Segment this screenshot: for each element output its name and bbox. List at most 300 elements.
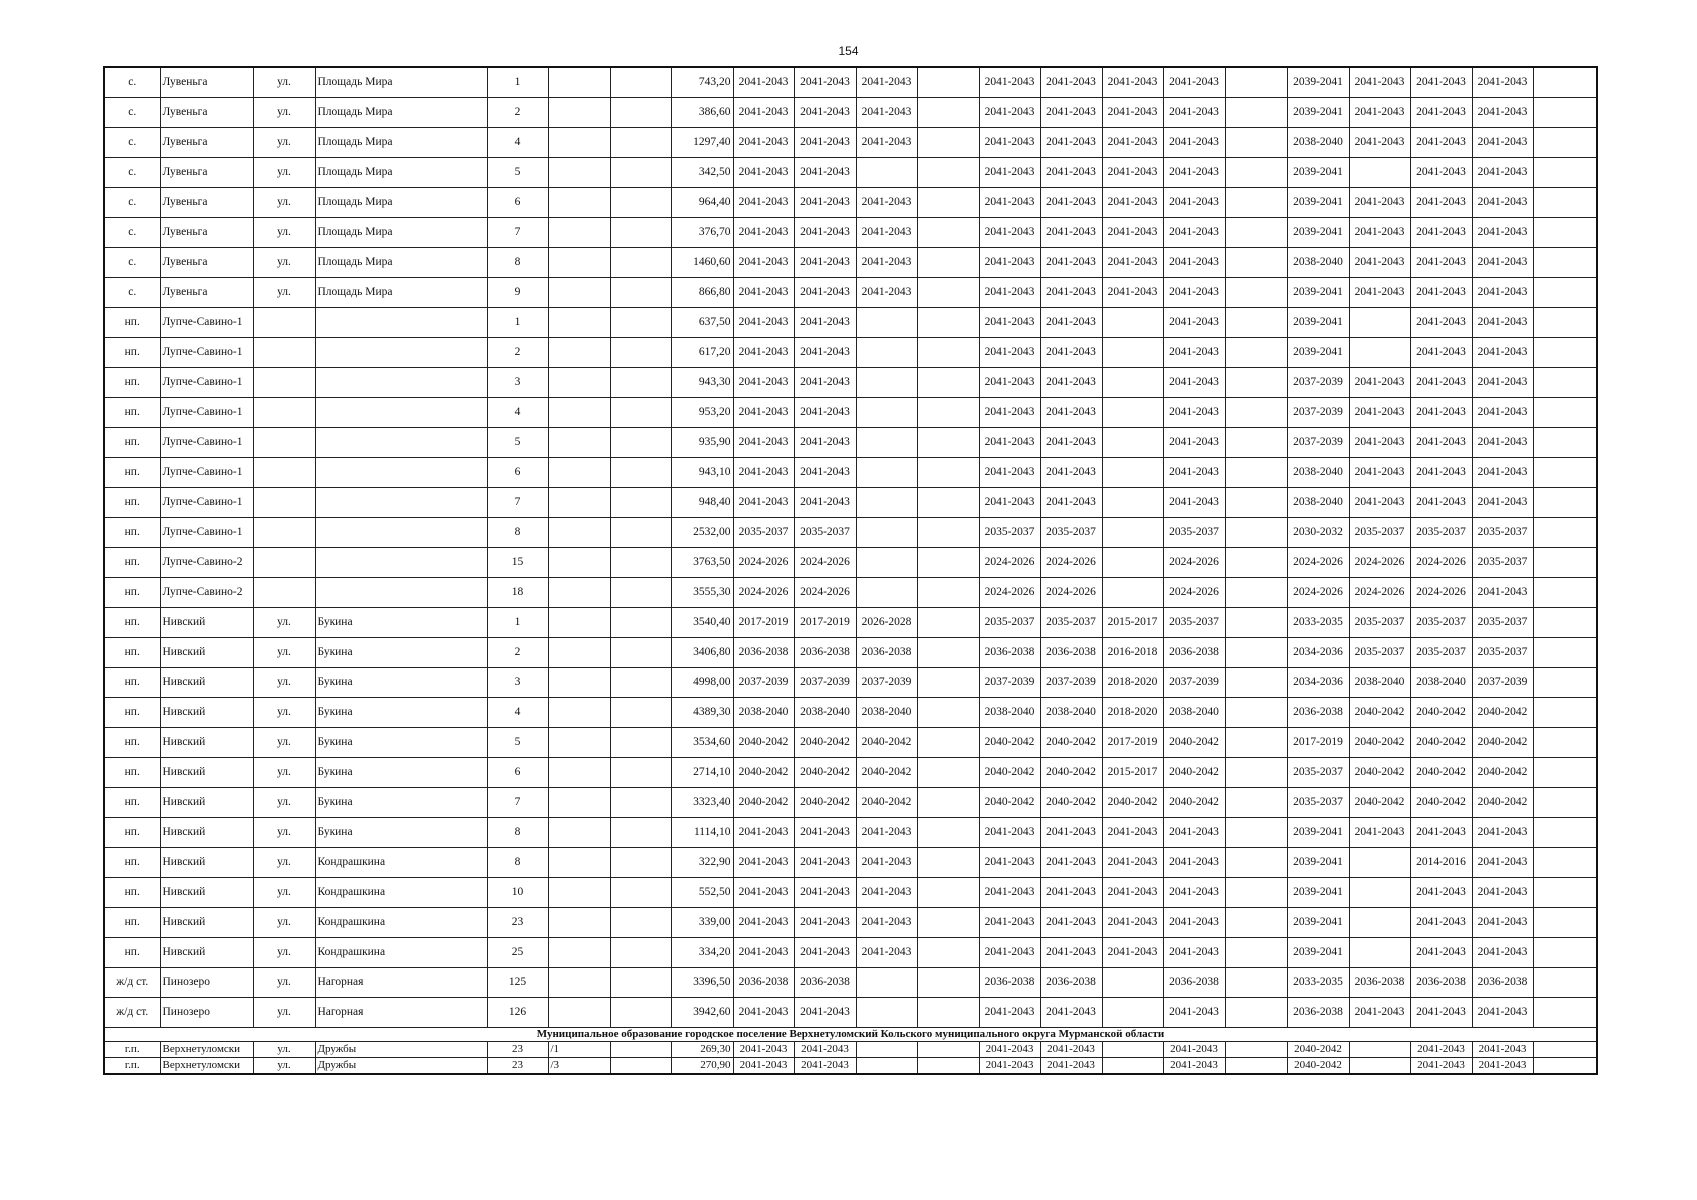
- cell-period-7: [1102, 428, 1163, 458]
- cell-building: [548, 878, 610, 908]
- cell-street: [315, 518, 487, 548]
- cell-period-13: 2041-2043: [1472, 67, 1533, 98]
- cell-period-7: 2041-2043: [1102, 818, 1163, 848]
- cell-period-13: 2041-2043: [1472, 188, 1533, 218]
- cell-period-14: [1533, 428, 1597, 458]
- cell-period-3: 2041-2043: [856, 818, 917, 848]
- cell-period-7: 2041-2043: [1102, 278, 1163, 308]
- cell-period-2: 2038-2040: [794, 698, 856, 728]
- cell-period-6: 2041-2043: [1040, 908, 1102, 938]
- cell-locality: Нивский: [160, 758, 253, 788]
- cell-period-8: 2041-2043: [1163, 1042, 1225, 1058]
- cell-period-11: 2040-2042: [1349, 698, 1410, 728]
- table-row: [104, 128, 1597, 158]
- cell-period-14: [1533, 1058, 1597, 1075]
- cell-period-14: [1533, 98, 1597, 128]
- cell-building: [548, 398, 610, 428]
- cell-period-4: [917, 338, 979, 368]
- cell-locality: Нивский: [160, 878, 253, 908]
- cell-period-12: 2014-2016: [1410, 848, 1472, 878]
- cell-period-5: 2041-2043: [979, 308, 1040, 338]
- cell-street: [315, 428, 487, 458]
- cell-period-9: [1225, 98, 1287, 128]
- cell-period-10: 2039-2041: [1287, 158, 1349, 188]
- cell-area: 617,20: [671, 338, 733, 368]
- cell-house: 6: [487, 458, 548, 488]
- cell-locality: Лупче-Савино-1: [160, 398, 253, 428]
- cell-letter: [610, 608, 671, 638]
- cell-street-type: [253, 548, 315, 578]
- cell-period-5: 2036-2038: [979, 638, 1040, 668]
- cell-period-11: [1349, 158, 1410, 188]
- cell-period-14: [1533, 67, 1597, 98]
- cell-street: [315, 398, 487, 428]
- cell-period-11: 2040-2042: [1349, 788, 1410, 818]
- cell-period-11: [1349, 338, 1410, 368]
- cell-house: 23: [487, 908, 548, 938]
- cell-type: г.п.: [104, 1058, 160, 1075]
- cell-area: 3323,40: [671, 788, 733, 818]
- cell-building: [548, 338, 610, 368]
- cell-period-9: [1225, 698, 1287, 728]
- cell-period-8: 2041-2043: [1163, 158, 1225, 188]
- cell-period-3: 2041-2043: [856, 188, 917, 218]
- cell-street: Букина: [315, 698, 487, 728]
- cell-period-3: 2040-2042: [856, 788, 917, 818]
- cell-period-2: 2041-2043: [794, 278, 856, 308]
- cell-street: Кондрашкина: [315, 878, 487, 908]
- cell-period-2: 2041-2043: [794, 878, 856, 908]
- cell-period-5: 2037-2039: [979, 668, 1040, 698]
- cell-street-type: ул.: [253, 278, 315, 308]
- cell-period-9: [1225, 488, 1287, 518]
- cell-period-6: 2041-2043: [1040, 428, 1102, 458]
- cell-period-5: 2035-2037: [979, 518, 1040, 548]
- cell-period-2: 2041-2043: [794, 308, 856, 338]
- cell-street: Букина: [315, 788, 487, 818]
- cell-period-13: 2041-2043: [1472, 878, 1533, 908]
- cell-period-10: 2035-2037: [1287, 788, 1349, 818]
- cell-type: с.: [104, 188, 160, 218]
- cell-type: ж/д ст.: [104, 968, 160, 998]
- cell-building: [548, 578, 610, 608]
- cell-period-12: 2041-2043: [1410, 488, 1472, 518]
- cell-period-5: 2041-2043: [979, 458, 1040, 488]
- cell-period-5: 2041-2043: [979, 338, 1040, 368]
- table-row: [104, 428, 1597, 458]
- cell-period-5: 2040-2042: [979, 758, 1040, 788]
- cell-street-type: ул.: [253, 818, 315, 848]
- cell-period-9: [1225, 428, 1287, 458]
- cell-period-8: 2024-2026: [1163, 578, 1225, 608]
- cell-period-2: 2041-2043: [794, 188, 856, 218]
- cell-period-4: [917, 668, 979, 698]
- cell-period-6: 2036-2038: [1040, 638, 1102, 668]
- cell-period-7: 2041-2043: [1102, 248, 1163, 278]
- cell-period-6: 2038-2040: [1040, 698, 1102, 728]
- cell-period-2: 2041-2043: [794, 338, 856, 368]
- cell-period-13: 2041-2043: [1472, 848, 1533, 878]
- cell-locality: Верхнетуломски: [160, 1042, 253, 1058]
- cell-period-14: [1533, 848, 1597, 878]
- cell-letter: [610, 398, 671, 428]
- cell-period-8: 2041-2043: [1163, 908, 1225, 938]
- cell-period-3: 2040-2042: [856, 758, 917, 788]
- table-row: [104, 218, 1597, 248]
- cell-period-4: [917, 218, 979, 248]
- cell-period-3: [856, 368, 917, 398]
- cell-letter: [610, 968, 671, 998]
- cell-type: с.: [104, 248, 160, 278]
- cell-period-11: 2041-2043: [1349, 428, 1410, 458]
- cell-locality: Лупче-Савино-1: [160, 458, 253, 488]
- cell-period-12: 2041-2043: [1410, 428, 1472, 458]
- cell-period-7: 2015-2017: [1102, 608, 1163, 638]
- cell-type: нп.: [104, 848, 160, 878]
- cell-street-type: [253, 578, 315, 608]
- cell-street: [315, 548, 487, 578]
- cell-period-1: 2041-2043: [733, 1058, 794, 1075]
- cell-period-9: [1225, 518, 1287, 548]
- cell-street: Площадь Мира: [315, 67, 487, 98]
- cell-type: нп.: [104, 878, 160, 908]
- cell-period-4: [917, 608, 979, 638]
- table-row: [104, 848, 1597, 878]
- cell-period-13: 2041-2043: [1472, 578, 1533, 608]
- cell-period-11: 2041-2043: [1349, 218, 1410, 248]
- cell-period-2: 2041-2043: [794, 128, 856, 158]
- cell-period-3: 2041-2043: [856, 848, 917, 878]
- cell-period-1: 2041-2043: [733, 998, 794, 1028]
- cell-period-10: 2039-2041: [1287, 338, 1349, 368]
- cell-period-7: 2041-2043: [1102, 158, 1163, 188]
- cell-period-7: 2017-2019: [1102, 728, 1163, 758]
- cell-period-6: 2035-2037: [1040, 518, 1102, 548]
- cell-period-1: 2037-2039: [733, 668, 794, 698]
- cell-letter: [610, 428, 671, 458]
- table-row: [104, 1058, 1597, 1075]
- cell-locality: Лупче-Савино-1: [160, 488, 253, 518]
- cell-period-3: [856, 548, 917, 578]
- cell-period-1: 2041-2043: [733, 938, 794, 968]
- cell-period-2: 2024-2026: [794, 578, 856, 608]
- cell-building: [548, 428, 610, 458]
- cell-period-7: [1102, 1058, 1163, 1075]
- cell-period-4: [917, 728, 979, 758]
- cell-period-4: [917, 908, 979, 938]
- cell-period-5: 2024-2026: [979, 548, 1040, 578]
- cell-house: 4: [487, 128, 548, 158]
- cell-house: 6: [487, 188, 548, 218]
- cell-period-5: 2040-2042: [979, 788, 1040, 818]
- cell-locality: Лупче-Савино-2: [160, 548, 253, 578]
- cell-letter: [610, 67, 671, 98]
- cell-period-3: [856, 458, 917, 488]
- cell-period-5: 2041-2043: [979, 67, 1040, 98]
- cell-street: Букина: [315, 608, 487, 638]
- cell-period-9: [1225, 578, 1287, 608]
- cell-period-4: [917, 248, 979, 278]
- cell-period-8: 2035-2037: [1163, 518, 1225, 548]
- cell-period-6: 2037-2039: [1040, 668, 1102, 698]
- cell-street-type: [253, 428, 315, 458]
- cell-period-1: 2041-2043: [733, 488, 794, 518]
- cell-period-13: 2041-2043: [1472, 998, 1533, 1028]
- cell-period-6: 2041-2043: [1040, 218, 1102, 248]
- cell-area: 552,50: [671, 878, 733, 908]
- cell-type: нп.: [104, 428, 160, 458]
- cell-period-14: [1533, 518, 1597, 548]
- cell-locality: Лупче-Савино-1: [160, 308, 253, 338]
- cell-period-8: 2041-2043: [1163, 398, 1225, 428]
- cell-period-1: 2041-2043: [733, 158, 794, 188]
- cell-period-13: 2041-2043: [1472, 818, 1533, 848]
- cell-period-6: 2040-2042: [1040, 758, 1102, 788]
- cell-period-11: 2041-2043: [1349, 998, 1410, 1028]
- cell-house: 1: [487, 67, 548, 98]
- cell-period-2: 2041-2043: [794, 848, 856, 878]
- cell-building: [548, 698, 610, 728]
- cell-period-10: 2039-2041: [1287, 278, 1349, 308]
- cell-period-5: 2041-2043: [979, 818, 1040, 848]
- cell-period-3: 2041-2043: [856, 218, 917, 248]
- cell-period-14: [1533, 608, 1597, 638]
- table-row: [104, 488, 1597, 518]
- cell-period-11: [1349, 308, 1410, 338]
- cell-period-13: 2041-2043: [1472, 488, 1533, 518]
- cell-house: 3: [487, 368, 548, 398]
- table-row: [104, 908, 1597, 938]
- cell-period-7: 2016-2018: [1102, 638, 1163, 668]
- cell-period-1: 2041-2043: [733, 908, 794, 938]
- cell-period-5: 2035-2037: [979, 608, 1040, 638]
- cell-period-13: 2041-2043: [1472, 908, 1533, 938]
- cell-period-13: 2040-2042: [1472, 788, 1533, 818]
- cell-type: нп.: [104, 908, 160, 938]
- cell-period-10: 2024-2026: [1287, 578, 1349, 608]
- cell-locality: Лупче-Савино-1: [160, 338, 253, 368]
- cell-house: 7: [487, 218, 548, 248]
- cell-period-1: 2041-2043: [733, 218, 794, 248]
- cell-period-9: [1225, 728, 1287, 758]
- table-row: [104, 1042, 1597, 1058]
- cell-street-type: ул.: [253, 98, 315, 128]
- cell-period-1: 2040-2042: [733, 788, 794, 818]
- cell-period-12: 2041-2043: [1410, 248, 1472, 278]
- cell-letter: [610, 848, 671, 878]
- cell-period-5: 2041-2043: [979, 128, 1040, 158]
- cell-street: Площадь Мира: [315, 128, 487, 158]
- cell-street: [315, 458, 487, 488]
- cell-period-14: [1533, 308, 1597, 338]
- cell-period-14: [1533, 128, 1597, 158]
- cell-period-1: 2041-2043: [733, 428, 794, 458]
- cell-street: Площадь Мира: [315, 218, 487, 248]
- cell-period-12: 2041-2043: [1410, 998, 1472, 1028]
- table-row: [104, 308, 1597, 338]
- table-body: [104, 67, 1597, 1028]
- cell-period-9: [1225, 308, 1287, 338]
- cell-building: [548, 638, 610, 668]
- cell-period-8: 2041-2043: [1163, 1058, 1225, 1075]
- cell-period-2: 2040-2042: [794, 788, 856, 818]
- cell-letter: [610, 548, 671, 578]
- cell-period-4: [917, 578, 979, 608]
- cell-building: [548, 458, 610, 488]
- cell-period-13: 2041-2043: [1472, 128, 1533, 158]
- cell-letter: [610, 908, 671, 938]
- cell-street-type: ул.: [253, 638, 315, 668]
- cell-period-6: 2041-2043: [1040, 188, 1102, 218]
- cell-period-7: 2041-2043: [1102, 908, 1163, 938]
- cell-street-type: ул.: [253, 878, 315, 908]
- cell-house: 3: [487, 668, 548, 698]
- cell-house: 8: [487, 518, 548, 548]
- cell-building: [548, 968, 610, 998]
- cell-period-9: [1225, 908, 1287, 938]
- cell-period-7: 2040-2042: [1102, 788, 1163, 818]
- cell-house: 2: [487, 98, 548, 128]
- cell-period-6: 2024-2026: [1040, 578, 1102, 608]
- cell-period-8: 2041-2043: [1163, 818, 1225, 848]
- cell-period-8: 2040-2042: [1163, 758, 1225, 788]
- cell-building: [548, 518, 610, 548]
- cell-letter: [610, 158, 671, 188]
- cell-street: [315, 338, 487, 368]
- cell-period-8: 2041-2043: [1163, 67, 1225, 98]
- cell-building: /3: [548, 1058, 610, 1075]
- cell-period-11: [1349, 1058, 1410, 1075]
- cell-period-10: 2034-2036: [1287, 668, 1349, 698]
- cell-building: [548, 188, 610, 218]
- cell-period-7: 2041-2043: [1102, 848, 1163, 878]
- cell-period-9: [1225, 188, 1287, 218]
- cell-period-12: 2035-2037: [1410, 638, 1472, 668]
- cell-area: 1114,10: [671, 818, 733, 848]
- cell-period-10: 2039-2041: [1287, 908, 1349, 938]
- cell-period-11: [1349, 908, 1410, 938]
- cell-period-1: 2035-2037: [733, 518, 794, 548]
- cell-type: с.: [104, 278, 160, 308]
- cell-period-4: [917, 638, 979, 668]
- cell-period-13: 2041-2043: [1472, 938, 1533, 968]
- cell-street-type: ул.: [253, 67, 315, 98]
- cell-period-7: [1102, 338, 1163, 368]
- cell-period-1: 2041-2043: [733, 848, 794, 878]
- cell-period-12: 2041-2043: [1410, 878, 1472, 908]
- cell-house: 15: [487, 548, 548, 578]
- cell-period-5: 2041-2043: [979, 908, 1040, 938]
- cell-period-2: 2041-2043: [794, 488, 856, 518]
- cell-period-4: [917, 758, 979, 788]
- cell-locality: Пинозеро: [160, 968, 253, 998]
- cell-period-14: [1533, 998, 1597, 1028]
- page-number: 154: [838, 44, 859, 58]
- cell-locality: Нивский: [160, 938, 253, 968]
- cell-period-14: [1533, 668, 1597, 698]
- cell-period-10: 2033-2035: [1287, 608, 1349, 638]
- cell-period-10: 2034-2036: [1287, 638, 1349, 668]
- cell-street: Площадь Мира: [315, 98, 487, 128]
- cell-period-9: [1225, 758, 1287, 788]
- table-row: [104, 188, 1597, 218]
- cell-period-12: 2041-2043: [1410, 218, 1472, 248]
- cell-house: 7: [487, 488, 548, 518]
- cell-period-4: [917, 518, 979, 548]
- cell-type: ж/д ст.: [104, 998, 160, 1028]
- cell-type: с.: [104, 67, 160, 98]
- cell-period-9: [1225, 278, 1287, 308]
- cell-period-3: [856, 998, 917, 1028]
- cell-period-12: 2036-2038: [1410, 968, 1472, 998]
- cell-street: Дружбы: [315, 1058, 487, 1075]
- cell-period-4: [917, 128, 979, 158]
- cell-period-6: 2040-2042: [1040, 728, 1102, 758]
- cell-period-1: 2041-2043: [733, 398, 794, 428]
- cell-period-10: 2037-2039: [1287, 398, 1349, 428]
- cell-letter: [610, 488, 671, 518]
- cell-street-type: ул.: [253, 668, 315, 698]
- cell-area: 3540,40: [671, 608, 733, 638]
- cell-period-4: [917, 368, 979, 398]
- cell-area: 866,80: [671, 278, 733, 308]
- cell-building: [548, 368, 610, 398]
- cell-period-9: [1225, 458, 1287, 488]
- cell-type: нп.: [104, 308, 160, 338]
- cell-period-4: [917, 548, 979, 578]
- cell-period-13: 2035-2037: [1472, 638, 1533, 668]
- cell-house: 5: [487, 728, 548, 758]
- cell-period-11: [1349, 848, 1410, 878]
- cell-street: Кондрашкина: [315, 938, 487, 968]
- cell-period-4: [917, 428, 979, 458]
- cell-street-type: ул.: [253, 728, 315, 758]
- cell-period-2: 2041-2043: [794, 818, 856, 848]
- cell-period-1: 2024-2026: [733, 548, 794, 578]
- cell-period-8: 2041-2043: [1163, 368, 1225, 398]
- cell-street: [315, 308, 487, 338]
- cell-street: Букина: [315, 668, 487, 698]
- cell-building: [548, 218, 610, 248]
- cell-building: [548, 67, 610, 98]
- cell-period-1: 2038-2040: [733, 698, 794, 728]
- cell-period-9: [1225, 158, 1287, 188]
- tail-body: [104, 1042, 1597, 1075]
- cell-area: 637,50: [671, 308, 733, 338]
- cell-locality: Нивский: [160, 788, 253, 818]
- cell-period-2: 2041-2043: [794, 98, 856, 128]
- cell-street-type: ул.: [253, 218, 315, 248]
- cell-period-4: [917, 968, 979, 998]
- section-header-row: [104, 1028, 1597, 1042]
- cell-period-8: 2038-2040: [1163, 698, 1225, 728]
- cell-period-5: 2041-2043: [979, 368, 1040, 398]
- cell-period-11: 2041-2043: [1349, 67, 1410, 98]
- cell-house: 4: [487, 398, 548, 428]
- cell-building: [548, 308, 610, 338]
- cell-period-11: [1349, 1042, 1410, 1058]
- cell-period-10: 2039-2041: [1287, 188, 1349, 218]
- cell-period-9: [1225, 668, 1287, 698]
- cell-period-3: [856, 1042, 917, 1058]
- cell-letter: [610, 248, 671, 278]
- cell-period-10: 2035-2037: [1287, 758, 1349, 788]
- cell-locality: Нивский: [160, 668, 253, 698]
- cell-period-11: 2041-2043: [1349, 488, 1410, 518]
- cell-area: 269,30: [671, 1042, 733, 1058]
- cell-period-14: [1533, 728, 1597, 758]
- table-row: [104, 158, 1597, 188]
